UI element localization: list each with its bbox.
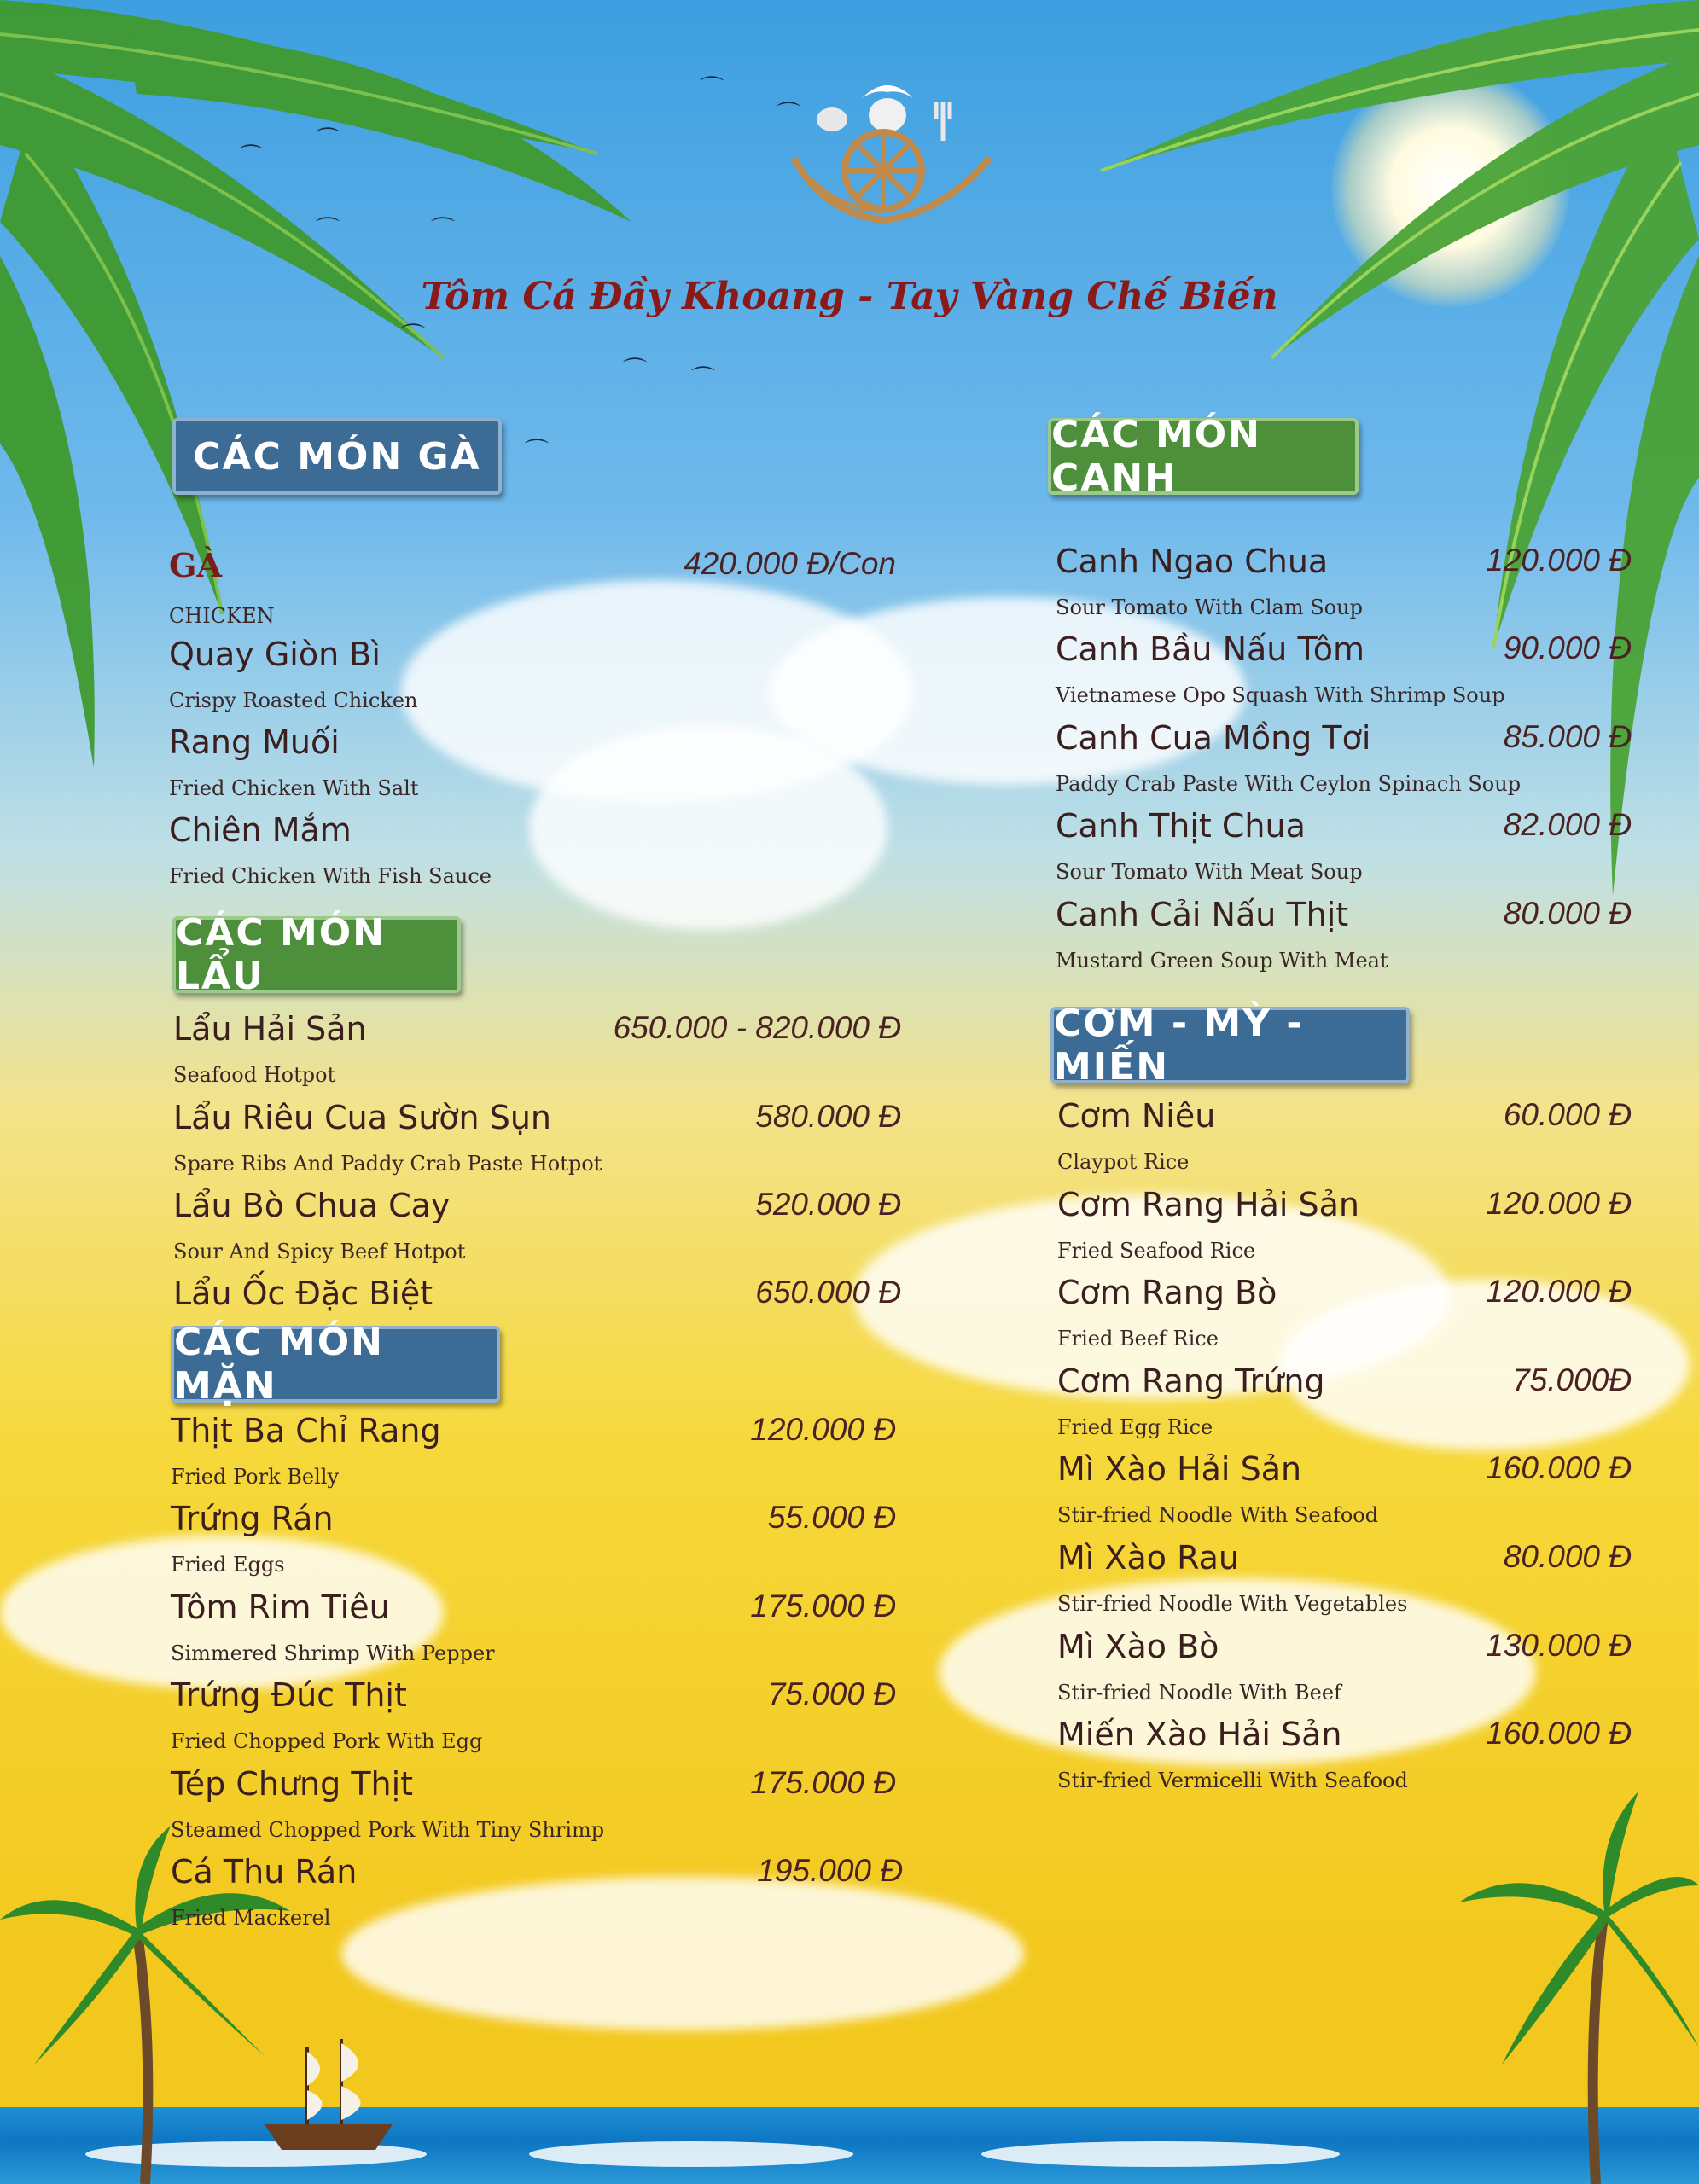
- item-price: 420.000 Đ/Con: [684, 546, 896, 581]
- section-header-com: CƠM - MỲ - MIẾN: [1050, 1007, 1410, 1083]
- item-price: 60.000 Đ: [1503, 1097, 1632, 1132]
- item-desc: Fried Eggs: [171, 1553, 285, 1577]
- sailing-ship: [256, 2030, 401, 2158]
- menu-item: [171, 1676, 905, 1762]
- item-name: Cơm Niêu: [1057, 1097, 1216, 1135]
- item-price: 75.000Đ: [1512, 1362, 1632, 1397]
- item-price: 85.000 Đ: [1503, 719, 1632, 754]
- menu-item: [1056, 630, 1632, 716]
- menu-item: [1057, 1716, 1632, 1801]
- item-name: Canh Ngao Chua: [1056, 543, 1329, 580]
- bird-icon: ⌒: [525, 437, 550, 465]
- item-price: 650.000 Đ: [755, 1275, 901, 1310]
- palm-tree-bottom-right: [1451, 1792, 1699, 2184]
- item-price: 175.000 Đ: [750, 1589, 896, 1623]
- menu-item: [1057, 1186, 1632, 1271]
- section-header-ga: CÁC MÓN GÀ: [172, 418, 502, 495]
- item-desc: Fried Chicken With Salt: [169, 776, 419, 800]
- item-price: 120.000 Đ: [750, 1412, 896, 1447]
- menu-item: [169, 723, 903, 809]
- bird-icon: ⌒: [316, 125, 340, 154]
- bird-icon: ⌒: [623, 356, 648, 384]
- restaurant-logo-icon: [789, 68, 994, 230]
- item-name: Rang Muối: [169, 723, 340, 761]
- menu-item: [1056, 719, 1632, 804]
- item-name: Trứng Đúc Thịt: [171, 1676, 407, 1714]
- item-desc: Stir-fried Vermicelli With Seafood: [1057, 1769, 1408, 1792]
- item-desc: CHICKEN: [169, 604, 275, 628]
- item-name: Thịt Ba Chỉ Rang: [171, 1412, 441, 1449]
- menu-item: [173, 1275, 905, 1326]
- restaurant-tagline: Tôm Cá Đầy Khoang - Tay Vàng Chế Biến: [421, 275, 1278, 318]
- item-price: 120.000 Đ: [1486, 543, 1632, 578]
- item-name: Canh Cua Mồng Tơi: [1056, 719, 1371, 757]
- item-name: Lẩu Bò Chua Cay: [173, 1187, 451, 1224]
- wave: [529, 2141, 853, 2167]
- item-name: Lẩu Ốc Đặc Biệt: [173, 1275, 433, 1312]
- item-name: Canh Cải Nấu Thịt: [1056, 896, 1349, 933]
- item-name: Mì Xào Bò: [1057, 1628, 1219, 1665]
- menu-item: [169, 636, 903, 721]
- menu-item: [171, 1765, 905, 1850]
- item-desc: Fried Beef Rice: [1057, 1327, 1219, 1350]
- menu-item: [173, 1099, 905, 1184]
- item-price: 175.000 Đ: [750, 1765, 896, 1800]
- menu-item-ga: [169, 546, 903, 631]
- item-name: Canh Thịt Chua: [1056, 807, 1306, 845]
- menu-item: [173, 1187, 905, 1272]
- item-desc: Fried Mackerel: [171, 1906, 331, 1930]
- menu-item: [171, 1500, 905, 1585]
- menu-item: [171, 1412, 905, 1497]
- item-price: 160.000 Đ: [1486, 1450, 1632, 1485]
- menu-item: [1056, 543, 1632, 628]
- item-name: Lẩu Riêu Cua Sườn Sụn: [173, 1099, 552, 1136]
- item-name: Canh Bầu Nấu Tôm: [1056, 630, 1364, 668]
- item-desc: Stir-fried Noodle With Seafood: [1057, 1503, 1379, 1527]
- menu-item: [171, 1589, 905, 1674]
- item-desc: Steamed Chopped Pork With Tiny Shrimp: [171, 1818, 605, 1842]
- section-header-lau: CÁC MÓN LẨU: [172, 916, 461, 993]
- item-desc: Stir-fried Noodle With Beef: [1057, 1681, 1341, 1705]
- item-price: 160.000 Đ: [1486, 1716, 1632, 1751]
- bird-icon: ⌒: [239, 142, 264, 171]
- item-desc: Spare Ribs And Paddy Crab Paste Hotpot: [173, 1152, 602, 1176]
- menu-item: [1057, 1362, 1632, 1448]
- item-name: Chiên Mắm: [169, 811, 352, 849]
- item-desc: Sour Tomato With Meat Soup: [1056, 860, 1363, 884]
- item-desc: Fried Pork Belly: [171, 1465, 340, 1489]
- item-name: Trứng Rán: [171, 1500, 334, 1537]
- item-price: 520.000 Đ: [755, 1187, 901, 1222]
- menu-item: [173, 1010, 905, 1095]
- item-name: Cơm Rang Bò: [1057, 1274, 1277, 1311]
- item-name: Mì Xào Rau: [1057, 1539, 1240, 1577]
- item-desc: Fried Seafood Rice: [1057, 1239, 1256, 1263]
- menu-item: [1057, 1097, 1632, 1182]
- item-price: 75.000 Đ: [767, 1676, 896, 1711]
- item-price: 80.000 Đ: [1503, 1539, 1632, 1574]
- bird-icon: ⌒: [700, 74, 724, 102]
- item-name: Mì Xào Hải Sản: [1057, 1450, 1302, 1488]
- section-header-canh: CÁC MÓN CANH: [1048, 418, 1359, 495]
- item-desc: Vietnamese Opo Squash With Shrimp Soup: [1056, 683, 1505, 707]
- item-desc: Simmered Shrimp With Pepper: [171, 1641, 495, 1665]
- item-price: 120.000 Đ: [1486, 1274, 1632, 1309]
- item-desc: Stir-fried Noodle With Vegetables: [1057, 1592, 1408, 1616]
- item-price: 82.000 Đ: [1503, 807, 1632, 842]
- item-name: Cá Thu Rán: [171, 1853, 358, 1891]
- item-desc: Mustard Green Soup With Meat: [1056, 949, 1388, 973]
- menu-item: [169, 811, 903, 897]
- wave: [981, 2141, 1340, 2167]
- item-desc: Sour Tomato With Clam Soup: [1056, 595, 1363, 619]
- item-price: 120.000 Đ: [1486, 1186, 1632, 1221]
- menu-item: [1057, 1539, 1632, 1624]
- menu-item: [1057, 1274, 1632, 1359]
- menu-item: [1057, 1450, 1632, 1536]
- item-desc: Fried Egg Rice: [1057, 1415, 1213, 1439]
- bird-icon: ⌒: [777, 100, 801, 128]
- menu-item: [1056, 807, 1632, 892]
- item-name: Tép Chưng Thịt: [171, 1765, 414, 1803]
- item-name: Cơm Rang Trứng: [1057, 1362, 1325, 1400]
- item-price: 90.000 Đ: [1503, 630, 1632, 665]
- menu-item: [1056, 896, 1632, 981]
- item-desc: Paddy Crab Paste With Ceylon Spinach Soup: [1056, 772, 1522, 796]
- bird-icon: ⌒: [401, 322, 426, 350]
- item-price: 55.000 Đ: [767, 1500, 896, 1535]
- item-desc: Crispy Roasted Chicken: [169, 688, 418, 712]
- item-price: 650.000 - 820.000 Đ: [613, 1010, 901, 1045]
- item-name: GÀ: [169, 546, 222, 584]
- item-price: 580.000 Đ: [755, 1099, 901, 1134]
- item-name: Miến Xào Hải Sản: [1057, 1716, 1342, 1753]
- bird-icon: ⌒: [316, 215, 340, 243]
- item-name: Cơm Rang Hải Sản: [1057, 1186, 1360, 1223]
- item-desc: Fried Chicken With Fish Sauce: [169, 864, 492, 888]
- item-desc: Sour And Spicy Beef Hotpot: [173, 1240, 466, 1263]
- bird-icon: ⌒: [431, 215, 456, 243]
- item-name: Lẩu Hải Sản: [173, 1010, 367, 1048]
- menu-item: [1057, 1628, 1632, 1713]
- item-desc: Claypot Rice: [1057, 1150, 1190, 1174]
- item-name: Quay Giòn Bì: [169, 636, 381, 673]
- item-price: 195.000 Đ: [757, 1853, 903, 1888]
- item-price: 130.000 Đ: [1486, 1628, 1632, 1663]
- item-price: 80.000 Đ: [1503, 896, 1632, 931]
- item-desc: Seafood Hotpot: [173, 1063, 336, 1087]
- menu-item: [171, 1853, 905, 1938]
- item-name: Tôm Rim Tiêu: [171, 1589, 390, 1626]
- bird-icon: ⌒: [691, 364, 716, 392]
- section-header-man: CÁC MÓN MẶN: [171, 1326, 500, 1403]
- item-desc: Fried Chopped Pork With Egg: [171, 1729, 483, 1753]
